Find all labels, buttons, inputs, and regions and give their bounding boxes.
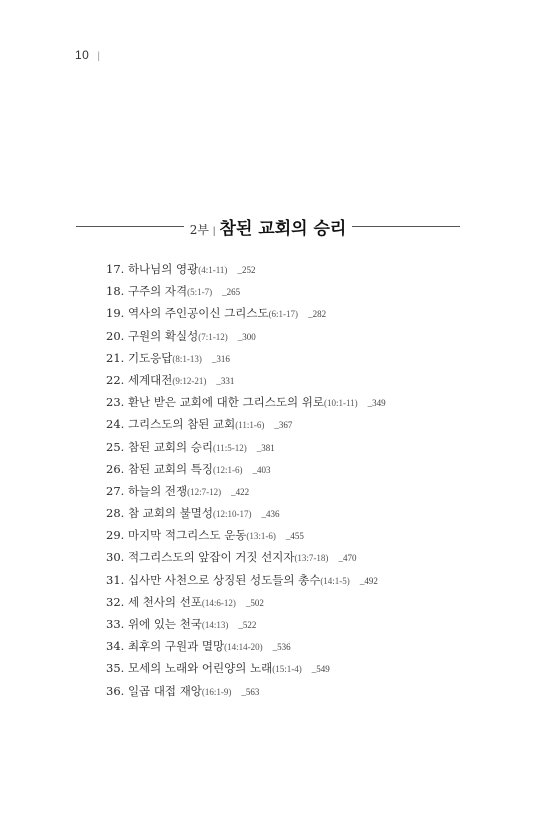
heading-rule-left	[76, 226, 184, 227]
table-of-contents	[106, 258, 486, 702]
toc-entry[interactable]	[106, 524, 486, 546]
toc-entry[interactable]	[106, 569, 486, 591]
toc-entry-title: 30. 적그리스도의 앞잡이 거짓 선지자	[106, 550, 295, 565]
toc-entry-page: _403	[252, 464, 271, 475]
toc-entry-page: _265	[222, 287, 241, 298]
toc-entry[interactable]	[106, 391, 486, 413]
toc-entry-title: 25. 참된 교회의 승리	[106, 439, 214, 454]
toc-entry-reference: (13:1-6)	[246, 531, 276, 542]
toc-entry-reference: (14:6-12)	[201, 597, 236, 608]
toc-entry[interactable]	[106, 413, 486, 435]
toc-entry-title: 21. 기도응답	[106, 350, 173, 365]
page-number	[75, 48, 100, 62]
toc-entry-title: 28. 참 교회의 불멸성	[106, 506, 214, 521]
toc-entry[interactable]	[106, 480, 486, 502]
toc-entry-title: 24. 그리스도의 참된 교회	[106, 417, 236, 432]
toc-entry-page: _436	[261, 509, 280, 520]
toc-entry-page: _470	[338, 553, 357, 564]
toc-entry-reference: (4:1-11)	[198, 265, 228, 275]
toc-entry-page: _422	[231, 486, 250, 497]
toc-entry-page: _252	[237, 265, 256, 275]
toc-entry-title: 20. 구원의 확실성	[106, 328, 199, 343]
toc-entry-page: _455	[285, 531, 304, 542]
toc-entry-reference: (12:7-12)	[187, 486, 222, 497]
toc-entry-page: _381	[256, 442, 275, 453]
toc-entry[interactable]	[106, 546, 486, 568]
toc-entry-page: _536	[272, 642, 291, 653]
page-number-value: 10	[75, 48, 90, 62]
toc-entry[interactable]	[106, 347, 486, 369]
toc-entry[interactable]	[106, 325, 486, 347]
toc-entry-title: 27. 하늘의 전쟁	[106, 483, 188, 498]
toc-entry-title: 18. 구주의 자격	[106, 284, 188, 299]
part-separator: |	[212, 225, 216, 237]
toc-entry-page: _492	[359, 575, 378, 586]
toc-entry-page: _549	[311, 664, 330, 675]
toc-entry-page: _300	[237, 331, 256, 342]
toc-entry-reference: (14:1-5)	[320, 575, 350, 586]
toc-entry-reference: (11:1-6)	[235, 420, 265, 431]
toc-entry-reference: (10:1-11)	[323, 398, 358, 409]
toc-entry[interactable]	[106, 680, 486, 702]
section-heading	[76, 212, 460, 240]
toc-entry-page: _367	[274, 420, 293, 431]
toc-entry-reference: (9:12-21)	[172, 375, 207, 386]
toc-entry-reference: (14:14-20)	[224, 642, 263, 653]
toc-entry-reference: (16:1-9)	[201, 686, 232, 697]
toc-entry-title: 36. 일곱 대접 재앙	[106, 683, 202, 698]
toc-entry-reference: (12:1-6)	[213, 464, 243, 475]
toc-entry[interactable]	[106, 280, 486, 302]
toc-entry-title: 23. 환난 받은 교회에 대한 그리스도의 위로	[106, 395, 324, 410]
page-number-separator: |	[97, 51, 101, 62]
toc-entry-page: _282	[308, 309, 327, 320]
toc-entry-reference: (14:13)	[201, 620, 229, 630]
toc-entry-reference: (6:1-17)	[268, 309, 299, 320]
toc-entry[interactable]	[106, 302, 486, 324]
toc-entry[interactable]	[106, 502, 486, 524]
toc-entry-title: 33. 위에 있는 천국	[106, 617, 202, 631]
toc-entry-reference: (5:1-7)	[187, 287, 213, 298]
toc-entry-reference: (15:1-4)	[272, 664, 302, 675]
toc-entry-title: 26. 참된 교회의 특징	[106, 461, 214, 476]
toc-entry-title: 22. 세계대전	[106, 372, 173, 387]
toc-entry[interactable]	[106, 458, 486, 480]
toc-entry[interactable]	[106, 369, 486, 391]
toc-entry[interactable]	[106, 436, 486, 458]
toc-entry-reference: (11:5-12)	[213, 442, 247, 453]
toc-entry[interactable]	[106, 591, 486, 613]
toc-entry-title: 34. 최후의 구원과 멸망	[106, 639, 225, 654]
toc-entry-reference: (12:10-17)	[213, 509, 252, 520]
toc-entry-page: _331	[216, 375, 235, 386]
toc-entry[interactable]	[106, 258, 486, 280]
part-label: 2부	[189, 222, 209, 237]
toc-entry[interactable]	[106, 613, 486, 635]
toc-entry[interactable]	[106, 657, 486, 679]
toc-entry-page: _502	[245, 597, 264, 608]
toc-entry-title: 35. 모세의 노래와 어린양의 노래	[106, 661, 273, 676]
toc-entry-page: _349	[367, 398, 386, 409]
toc-entry-page: _563	[241, 686, 260, 697]
toc-entry-reference: (7:1-12)	[198, 331, 228, 342]
heading-rule-right	[352, 226, 460, 227]
toc-entry-reference: (13:7-18)	[294, 553, 329, 564]
part-title: 참된 교회의 승리	[219, 218, 347, 239]
heading-text	[184, 214, 353, 239]
toc-entry-title: 19. 역사의 주인공이신 그리스도	[106, 306, 269, 321]
toc-entry-reference: (8:1-13)	[172, 353, 202, 364]
toc-entry[interactable]	[106, 635, 486, 657]
toc-entry-page: _316	[211, 353, 230, 364]
toc-entry-title: 31. 십사만 사천으로 상징된 성도들의 총수	[106, 572, 321, 587]
toc-entry-title: 29. 마지막 적그리스도 운동	[106, 528, 247, 543]
toc-entry-page: _522	[238, 620, 257, 630]
toc-entry-title: 32. 세 천사의 선포	[106, 594, 202, 609]
toc-entry-title: 17. 하나님의 영광	[106, 262, 199, 276]
